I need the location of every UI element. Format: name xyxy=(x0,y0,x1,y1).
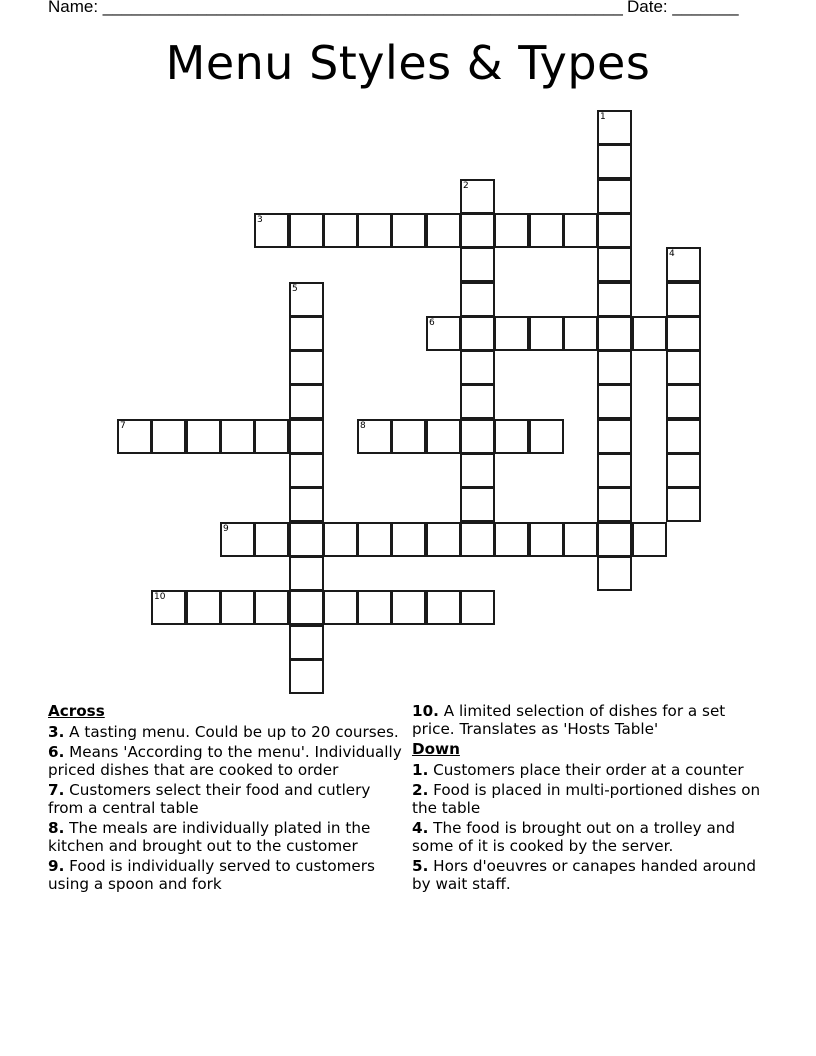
crossword-cell[interactable] xyxy=(597,282,632,317)
crossword-cell[interactable] xyxy=(529,522,564,557)
crossword-cell[interactable] xyxy=(220,522,255,557)
crossword-cell[interactable] xyxy=(597,247,632,282)
crossword-cell[interactable] xyxy=(151,590,186,625)
clue-number-label: 4 xyxy=(669,249,675,259)
crossword-cell[interactable] xyxy=(597,556,632,591)
crossword-cell[interactable] xyxy=(666,453,701,488)
crossword-cell[interactable] xyxy=(323,590,358,625)
crossword-cell[interactable] xyxy=(289,282,324,317)
crossword-cell[interactable] xyxy=(460,282,495,317)
crossword-cell[interactable] xyxy=(597,453,632,488)
clue-text: Hors d'oeuvres or canapes handed around by wait staff. xyxy=(412,857,757,893)
crossword-cell[interactable] xyxy=(391,522,426,557)
crossword-cell[interactable] xyxy=(597,384,632,419)
crossword-cell[interactable] xyxy=(632,522,667,557)
crossword-cell[interactable] xyxy=(323,522,358,557)
crossword-cell[interactable] xyxy=(666,487,701,522)
crossword-cell[interactable] xyxy=(391,213,426,248)
crossword-cell[interactable] xyxy=(391,419,426,454)
clue-across-6 xyxy=(48,743,403,779)
date-field-label: Date: _______ xyxy=(627,0,739,16)
crossword-cell[interactable] xyxy=(597,316,632,351)
crossword-cell[interactable] xyxy=(460,419,495,454)
name-field-label: Name: _______________________________________________________ xyxy=(48,0,623,16)
crossword-cell[interactable] xyxy=(220,419,255,454)
crossword-cell[interactable] xyxy=(220,590,255,625)
crossword-cell[interactable] xyxy=(426,316,461,351)
crossword-cell[interactable] xyxy=(494,213,529,248)
crossword-cell[interactable] xyxy=(597,487,632,522)
clue-number: 7. xyxy=(48,781,65,799)
clue-number: 5. xyxy=(412,857,429,875)
clue-text: The food is brought out on a trolley and some of it is cooked by the server. xyxy=(412,819,736,855)
crossword-cell[interactable] xyxy=(426,590,461,625)
page-title: Menu Styles & Types xyxy=(165,36,651,90)
crossword-cell[interactable] xyxy=(357,213,392,248)
crossword-cell[interactable] xyxy=(460,453,495,488)
crossword-cell[interactable] xyxy=(460,350,495,385)
crossword-cell[interactable] xyxy=(426,522,461,557)
clue-across-3 xyxy=(48,723,403,741)
clue-number-label: 7 xyxy=(120,421,126,431)
crossword-cell[interactable] xyxy=(391,590,426,625)
clue-number: 8. xyxy=(48,819,65,837)
clue-down-4 xyxy=(412,819,772,855)
crossword-cell[interactable] xyxy=(460,213,495,248)
crossword-cell[interactable] xyxy=(254,590,289,625)
crossword-cell[interactable] xyxy=(151,419,186,454)
crossword-cell[interactable] xyxy=(289,316,324,351)
clue-text: A limited selection of dishes for a set price. Translates as 'Hosts Table' xyxy=(412,702,726,738)
crossword-cell[interactable] xyxy=(289,384,324,419)
clues-left-column xyxy=(48,700,403,895)
crossword-cell[interactable] xyxy=(289,659,324,694)
crossword-cell[interactable] xyxy=(186,419,221,454)
crossword-cell[interactable] xyxy=(460,487,495,522)
crossword-cell[interactable] xyxy=(460,179,495,214)
crossword-cell[interactable] xyxy=(529,316,564,351)
clue-text: Food is individually served to customers using a spoon and fork xyxy=(48,857,375,893)
crossword-cell[interactable] xyxy=(289,590,324,625)
crossword-cell[interactable] xyxy=(289,625,324,660)
clue-text: Means 'According to the menu'. Individually priced dishes that are cooked to order xyxy=(48,743,402,779)
crossword-cell[interactable] xyxy=(494,522,529,557)
crossword-cell[interactable] xyxy=(460,316,495,351)
clue-number-label: 6 xyxy=(429,318,435,328)
clue-across-9 xyxy=(48,857,403,893)
crossword-cell[interactable] xyxy=(563,213,598,248)
clue-number-label: 2 xyxy=(463,181,469,191)
crossword-cell[interactable] xyxy=(460,247,495,282)
clue-number: 6. xyxy=(48,743,65,761)
crossword-cell[interactable] xyxy=(597,350,632,385)
crossword-cell[interactable] xyxy=(289,419,324,454)
crossword-cell[interactable] xyxy=(357,590,392,625)
crossword-cell[interactable] xyxy=(357,419,392,454)
across-heading: Across xyxy=(48,702,105,720)
crossword-cell[interactable] xyxy=(597,522,632,557)
crossword-cell[interactable] xyxy=(289,522,324,557)
crossword-cell[interactable] xyxy=(117,419,152,454)
clue-number-label: 1 xyxy=(600,112,606,122)
crossword-cell[interactable] xyxy=(666,316,701,351)
clue-down-1 xyxy=(412,761,772,779)
clue-number-label: 8 xyxy=(360,421,366,431)
crossword-cell[interactable] xyxy=(666,419,701,454)
down-heading: Down xyxy=(412,740,460,758)
crossword-cell[interactable] xyxy=(460,590,495,625)
clue-text: Food is placed in multi-portioned dishes on the table xyxy=(412,781,761,817)
crossword-cell[interactable] xyxy=(460,522,495,557)
crossword-cell[interactable] xyxy=(254,522,289,557)
crossword-cell[interactable] xyxy=(289,350,324,385)
clue-number: 4. xyxy=(412,819,429,837)
clue-number-label: 10 xyxy=(154,592,166,602)
crossword-cell[interactable] xyxy=(597,144,632,179)
clue-number-label: 9 xyxy=(223,524,229,534)
crossword-cell[interactable] xyxy=(666,350,701,385)
crossword-cell[interactable] xyxy=(597,419,632,454)
crossword-cell[interactable] xyxy=(666,282,701,317)
clue-text: A tasting menu. Could be up to 20 courses. xyxy=(69,723,399,741)
crossword-cell[interactable] xyxy=(666,384,701,419)
crossword-cell[interactable] xyxy=(186,590,221,625)
clue-across-7 xyxy=(48,781,403,817)
crossword-cell[interactable] xyxy=(494,316,529,351)
clue-down-5 xyxy=(412,857,772,893)
crossword-cell[interactable] xyxy=(597,213,632,248)
crossword-cell[interactable] xyxy=(666,247,701,282)
crossword-cell[interactable] xyxy=(597,110,632,145)
crossword-cell[interactable] xyxy=(254,419,289,454)
clue-number-label: 3 xyxy=(257,215,263,225)
clue-text: Customers select their food and cutlery from a central table xyxy=(48,781,371,817)
crossword-cell[interactable] xyxy=(563,316,598,351)
clue-across-8 xyxy=(48,819,403,855)
clues-right-column xyxy=(412,700,772,895)
crossword-cell[interactable] xyxy=(597,179,632,214)
crossword-cell[interactable] xyxy=(529,419,564,454)
crossword-cell[interactable] xyxy=(357,522,392,557)
clue-text: Customers place their order at a counter xyxy=(433,761,744,779)
clue-number-label: 5 xyxy=(292,284,298,294)
crossword-cell[interactable] xyxy=(289,556,324,591)
clue-number: 3. xyxy=(48,723,65,741)
clue-across-10 xyxy=(412,702,772,738)
clue-text: The meals are individually plated in the kitchen and brought out to the customer xyxy=(48,819,371,855)
clue-number: 10. xyxy=(412,702,439,720)
crossword-cell[interactable] xyxy=(323,213,358,248)
crossword-cell[interactable] xyxy=(460,384,495,419)
crossword-cell[interactable] xyxy=(563,522,598,557)
crossword-cell[interactable] xyxy=(426,419,461,454)
clue-number: 2. xyxy=(412,781,429,799)
crossword-cell[interactable] xyxy=(494,419,529,454)
crossword-cell[interactable] xyxy=(289,213,324,248)
crossword-cell[interactable] xyxy=(254,213,289,248)
crossword-cell[interactable] xyxy=(289,453,324,488)
clue-number: 1. xyxy=(412,761,429,779)
crossword-cell[interactable] xyxy=(289,487,324,522)
clue-number: 9. xyxy=(48,857,65,875)
crossword-cell[interactable] xyxy=(426,213,461,248)
crossword-cell[interactable] xyxy=(529,213,564,248)
crossword-cell[interactable] xyxy=(632,316,667,351)
clue-down-2 xyxy=(412,781,772,817)
